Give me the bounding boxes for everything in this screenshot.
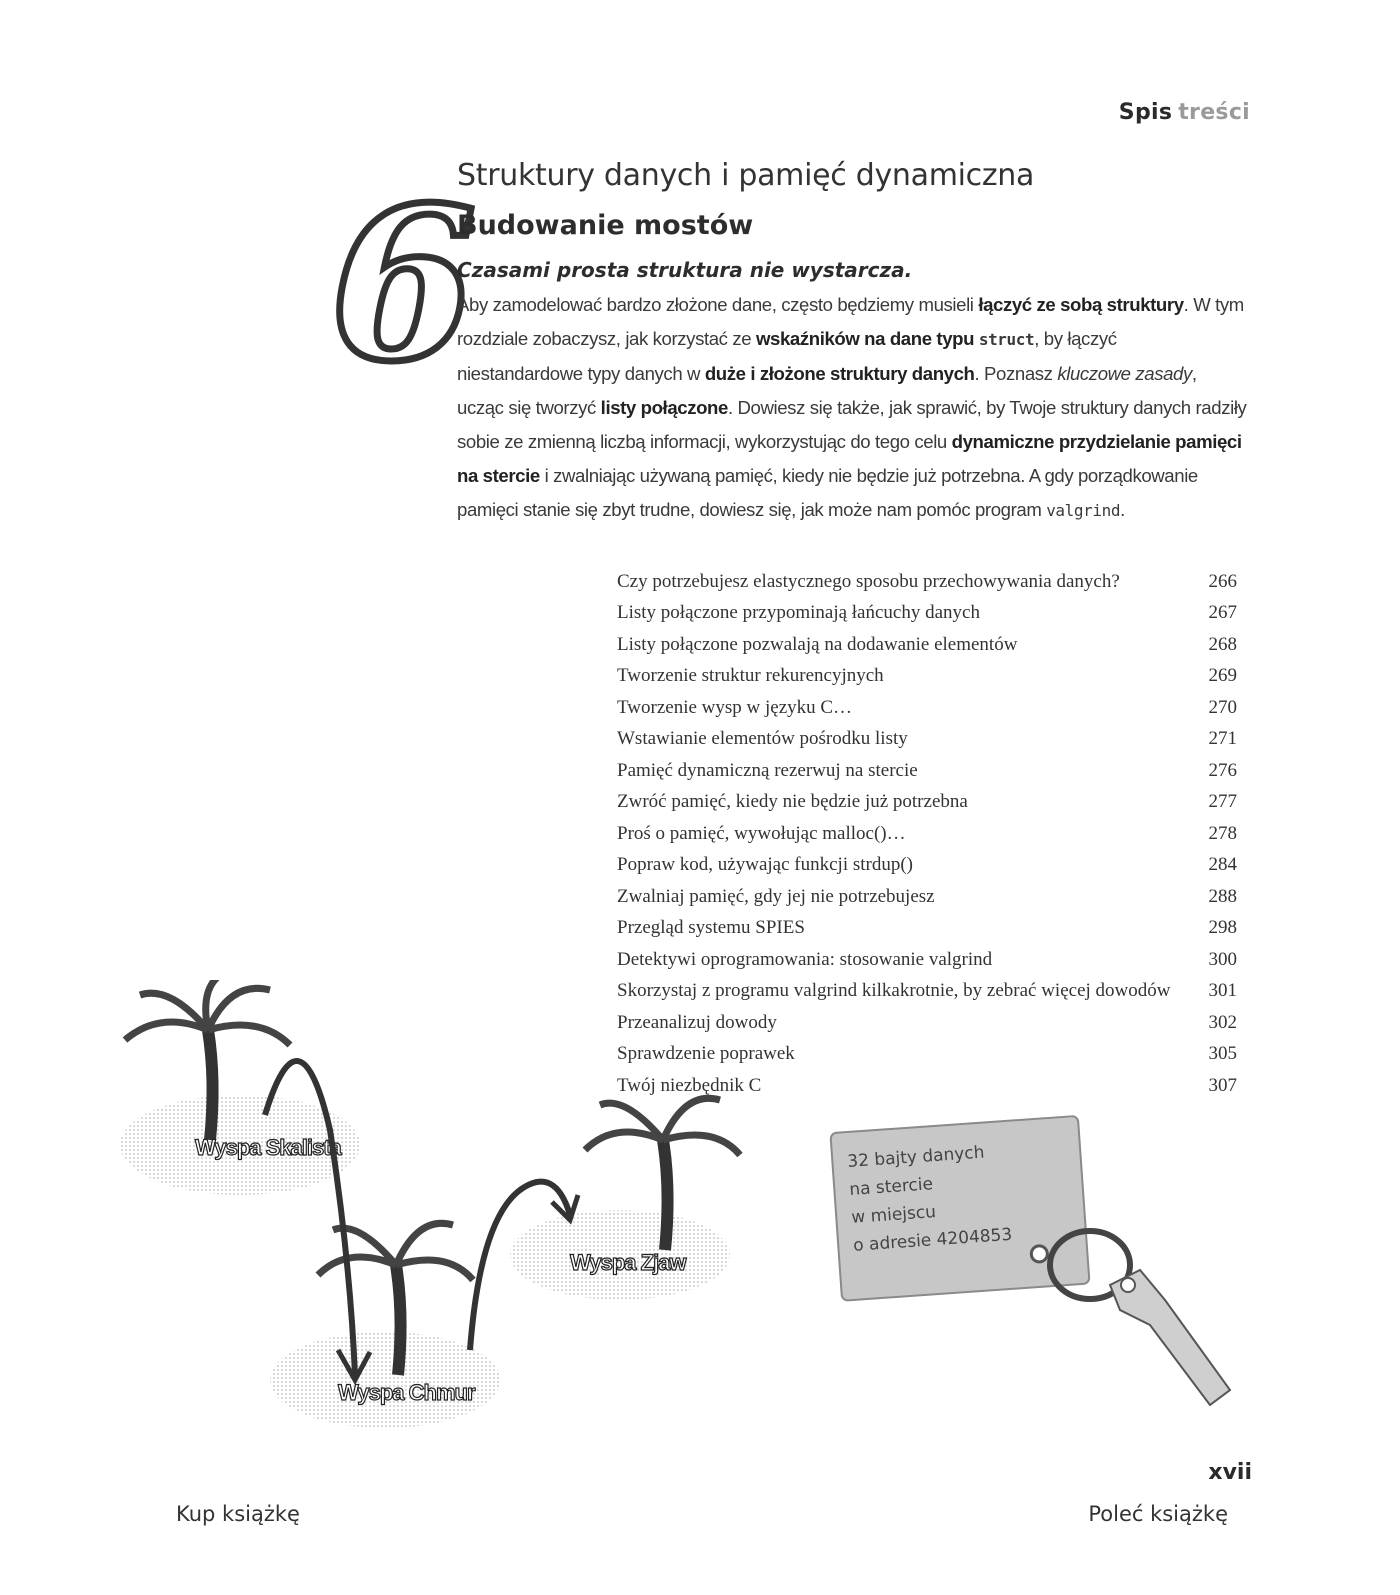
header-word-2: treści (1178, 100, 1250, 125)
toc-entry (617, 787, 1237, 819)
toc-entry-title: Zwróć pamięć, kiedy nie będzie już potrzebna (617, 791, 968, 813)
chapter-number: 6 (330, 161, 477, 408)
chapter-subject: Struktury danych i pamięć dynamiczna (457, 158, 1035, 193)
toc-entry-title: Tworzenie wysp w języku C… (617, 696, 853, 718)
chapter-title: Budowanie mostów (457, 210, 754, 241)
toc-entry (617, 629, 1237, 661)
toc-entry (617, 944, 1237, 976)
toc-entry-page: 300 (1208, 948, 1237, 970)
recommend-book-link[interactable]: Poleć książkę (1088, 1502, 1228, 1526)
toc-entry (617, 881, 1237, 913)
toc-entry-title: Wstawianie elementów pośrodku listy (617, 728, 908, 750)
toc-entry (617, 818, 1237, 850)
toc-entry-title: Czy potrzebujesz elastycznego sposobu przechowywania danych? (617, 570, 1120, 592)
toc-entry-title: Skorzystaj z programu valgrind kilkakrotnie, by zebrać więcej dowodów (617, 980, 1171, 1002)
buy-book-link[interactable]: Kup książkę (176, 1502, 300, 1526)
toc-entry (617, 850, 1237, 882)
toc-entry-page: 298 (1208, 917, 1237, 939)
toc-entry-title: Popraw kod, używając funkcji strdup() (617, 854, 914, 876)
toc-entry (617, 913, 1237, 945)
toc-entry-page: 277 (1208, 791, 1237, 813)
toc-entry-page: 276 (1208, 759, 1237, 781)
header-word-1: Spis (1118, 100, 1173, 125)
tag-line: w miejscu (850, 1202, 937, 1228)
toc-entry-page: 270 (1208, 696, 1237, 718)
chapter-intro-paragraph: Aby zamodelować bardzo złożone dane, często będziemy musieli łączyć ze sobą struktury. W tym rozdziale zobaczysz, jak korzystać ze wskaźników na dane typu struct, by łączyć niestandardowe typy danych w duże i złożone struktury danych. Poznasz kluczowe zasady, ucząc się tworzyć listy połączone. Dowiesz się także, jak sprawić, by Twoje struktury danych radziły sobie ze zmienną liczbą informacji, wykorzystując do tego celu dynamiczne przydzielanie pamięci na stercie i zwalniając używaną pamięć, kiedy nie będzie już potrzebna. A gdy porządkowanie pamięci stanie się zbyt trudne, dowiesz się, jak może nam pomóc program valgrind. (457, 294, 1247, 520)
running-header (1119, 100, 1250, 125)
toc-entry-title: Listy połączone przypominają łańcuchy danych (617, 602, 980, 624)
toc-entry (617, 755, 1237, 787)
toc-entry (617, 692, 1237, 724)
island-label: Wyspa Zjaw (570, 1250, 686, 1275)
toc-entry-title: Sprawdzenie poprawek (617, 1043, 795, 1065)
toc-entry-page: 267 (1208, 602, 1237, 624)
island-label: Wyspa Skalista (195, 1135, 341, 1160)
tag-line: 32 bajty danych (846, 1142, 986, 1173)
toc-entry-title: Detektywi oprogramowania: stosowanie valgrind (617, 948, 993, 970)
toc-entry (617, 724, 1237, 756)
toc-entry-page: 269 (1208, 665, 1237, 687)
toc-entry (617, 661, 1237, 693)
toc-entry-title: Przeanalizuj dowody (617, 1011, 777, 1033)
chapter-lead: Czasami prosta struktura nie wystarcza. (457, 258, 913, 282)
toc-entry-title: Zwalniaj pamięć, gdy jej nie potrzebujesz (617, 885, 935, 907)
islands-illustration (0, 980, 1400, 1440)
tag-line: na stercie (848, 1174, 934, 1200)
toc-entry-title: Twój niezbędnik C (617, 1074, 762, 1096)
toc-entry-page: 268 (1208, 633, 1237, 655)
toc-entry (617, 598, 1237, 630)
toc-entry-page: 278 (1208, 822, 1237, 844)
toc-entry-page: 307 (1208, 1074, 1237, 1096)
toc-entry-page: 271 (1208, 728, 1237, 750)
island-label: Wyspa Chmur (338, 1380, 475, 1405)
toc-entry-title: Tworzenie struktur rekurencyjnych (617, 665, 884, 687)
toc-entry (617, 566, 1237, 598)
toc-entry-page: 288 (1208, 885, 1237, 907)
toc-entry-page: 302 (1208, 1011, 1237, 1033)
toc-entry-title: Pamięć dynamiczną rezerwuj na stercie (617, 759, 918, 781)
toc-entry-page: 284 (1208, 854, 1237, 876)
toc-entry-page: 266 (1208, 570, 1237, 592)
toc-entry-page: 301 (1208, 980, 1237, 1002)
tag-line: o adresie 4204853 (852, 1224, 1013, 1256)
page-number: xvii (1208, 1460, 1252, 1485)
toc-entry-title: Przegląd systemu SPIES (617, 917, 805, 939)
toc-entry-title: Proś o pamięć, wywołując malloc()… (617, 822, 906, 844)
toc-entry-page: 305 (1208, 1043, 1237, 1065)
toc-entry-title: Listy połączone pozwalają na dodawanie elementów (617, 633, 1018, 655)
